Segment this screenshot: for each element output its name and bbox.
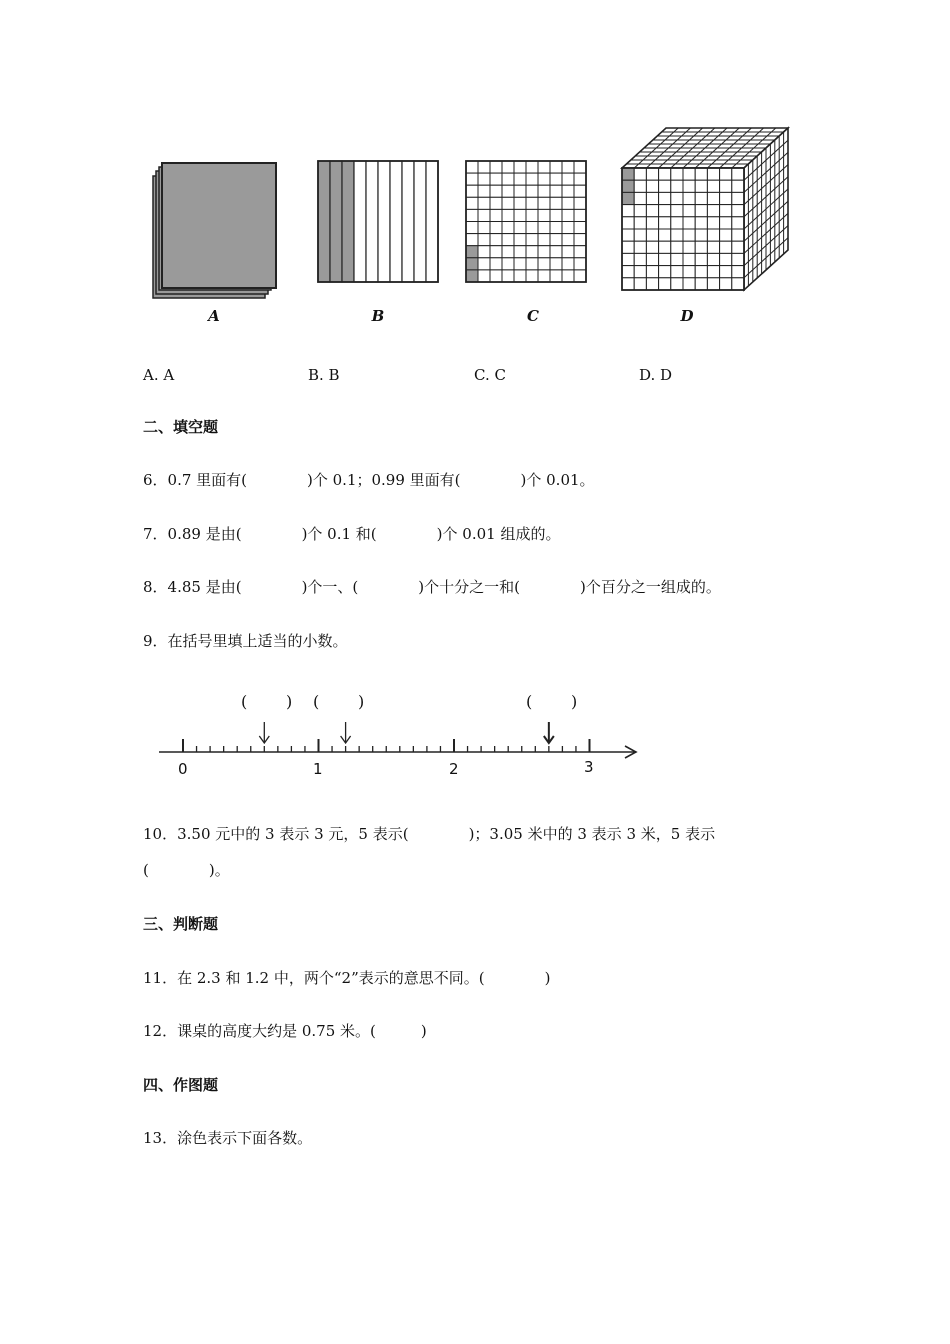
choice-a[interactable]: A. A	[143, 366, 175, 384]
choice-b[interactable]: B. B	[308, 366, 340, 384]
figure-label-a: A	[208, 307, 220, 325]
number-line-label-3: 3	[584, 758, 594, 776]
figure-label-c: C	[527, 307, 539, 325]
answer-slot-3-open: (	[526, 692, 533, 711]
answer-slot-2-close: )	[358, 692, 365, 711]
section-judgment-title: 三、判断题	[143, 915, 219, 933]
question-13: 13．涂色表示下面各数。	[143, 1129, 313, 1147]
answer-slot-3-close: )	[571, 692, 578, 711]
question-9: 9．在括号里填上适当的小数。	[143, 632, 348, 650]
figure-label-d: D	[680, 307, 694, 325]
question-6: 6．0.7 里面有( )个 0.1；0.99 里面有( )个 0.01。	[143, 471, 595, 489]
number-line-label-1: 1	[313, 760, 323, 778]
section-fill-in-title: 二、填空题	[143, 418, 219, 436]
answer-slot-2-open: (	[313, 692, 320, 711]
question-11: 11．在 2.3 和 1.2 中，两个“2”表示的意思不同。( )	[143, 969, 551, 987]
figure-a-stack-of-squares	[150, 158, 285, 303]
choice-c[interactable]: C. C	[474, 366, 506, 384]
answer-slot-1-close: )	[286, 692, 293, 711]
number-line-label-2: 2	[449, 760, 459, 778]
figure-d-thousandth-cube	[618, 124, 790, 296]
question-12: 12．课桌的高度大约是 0.75 米。( )	[143, 1022, 427, 1040]
figure-c-hundredth-grid	[465, 160, 587, 283]
figure-b-tenth-strips	[317, 160, 439, 283]
figure-label-b: B	[371, 307, 385, 325]
question-10-line-1: 10．3.50 元中的 3 表示 3 元，5 表示( )；3.05 米中的 3 表示 3 米，5 表示	[143, 825, 716, 843]
question-8: 8．4.85 是由( )个一、( )个十分之一和( )个百分之一组成的。	[143, 578, 721, 596]
choice-d[interactable]: D. D	[639, 366, 673, 384]
number-line-label-0: 0	[178, 760, 188, 778]
question-10-line-2: ( )。	[143, 861, 230, 879]
question-7: 7．0.89 是由( )个 0.1 和( )个 0.01 组成的。	[143, 525, 561, 543]
section-drawing-title: 四、作图题	[143, 1076, 219, 1094]
answer-slot-1-open: (	[241, 692, 248, 711]
